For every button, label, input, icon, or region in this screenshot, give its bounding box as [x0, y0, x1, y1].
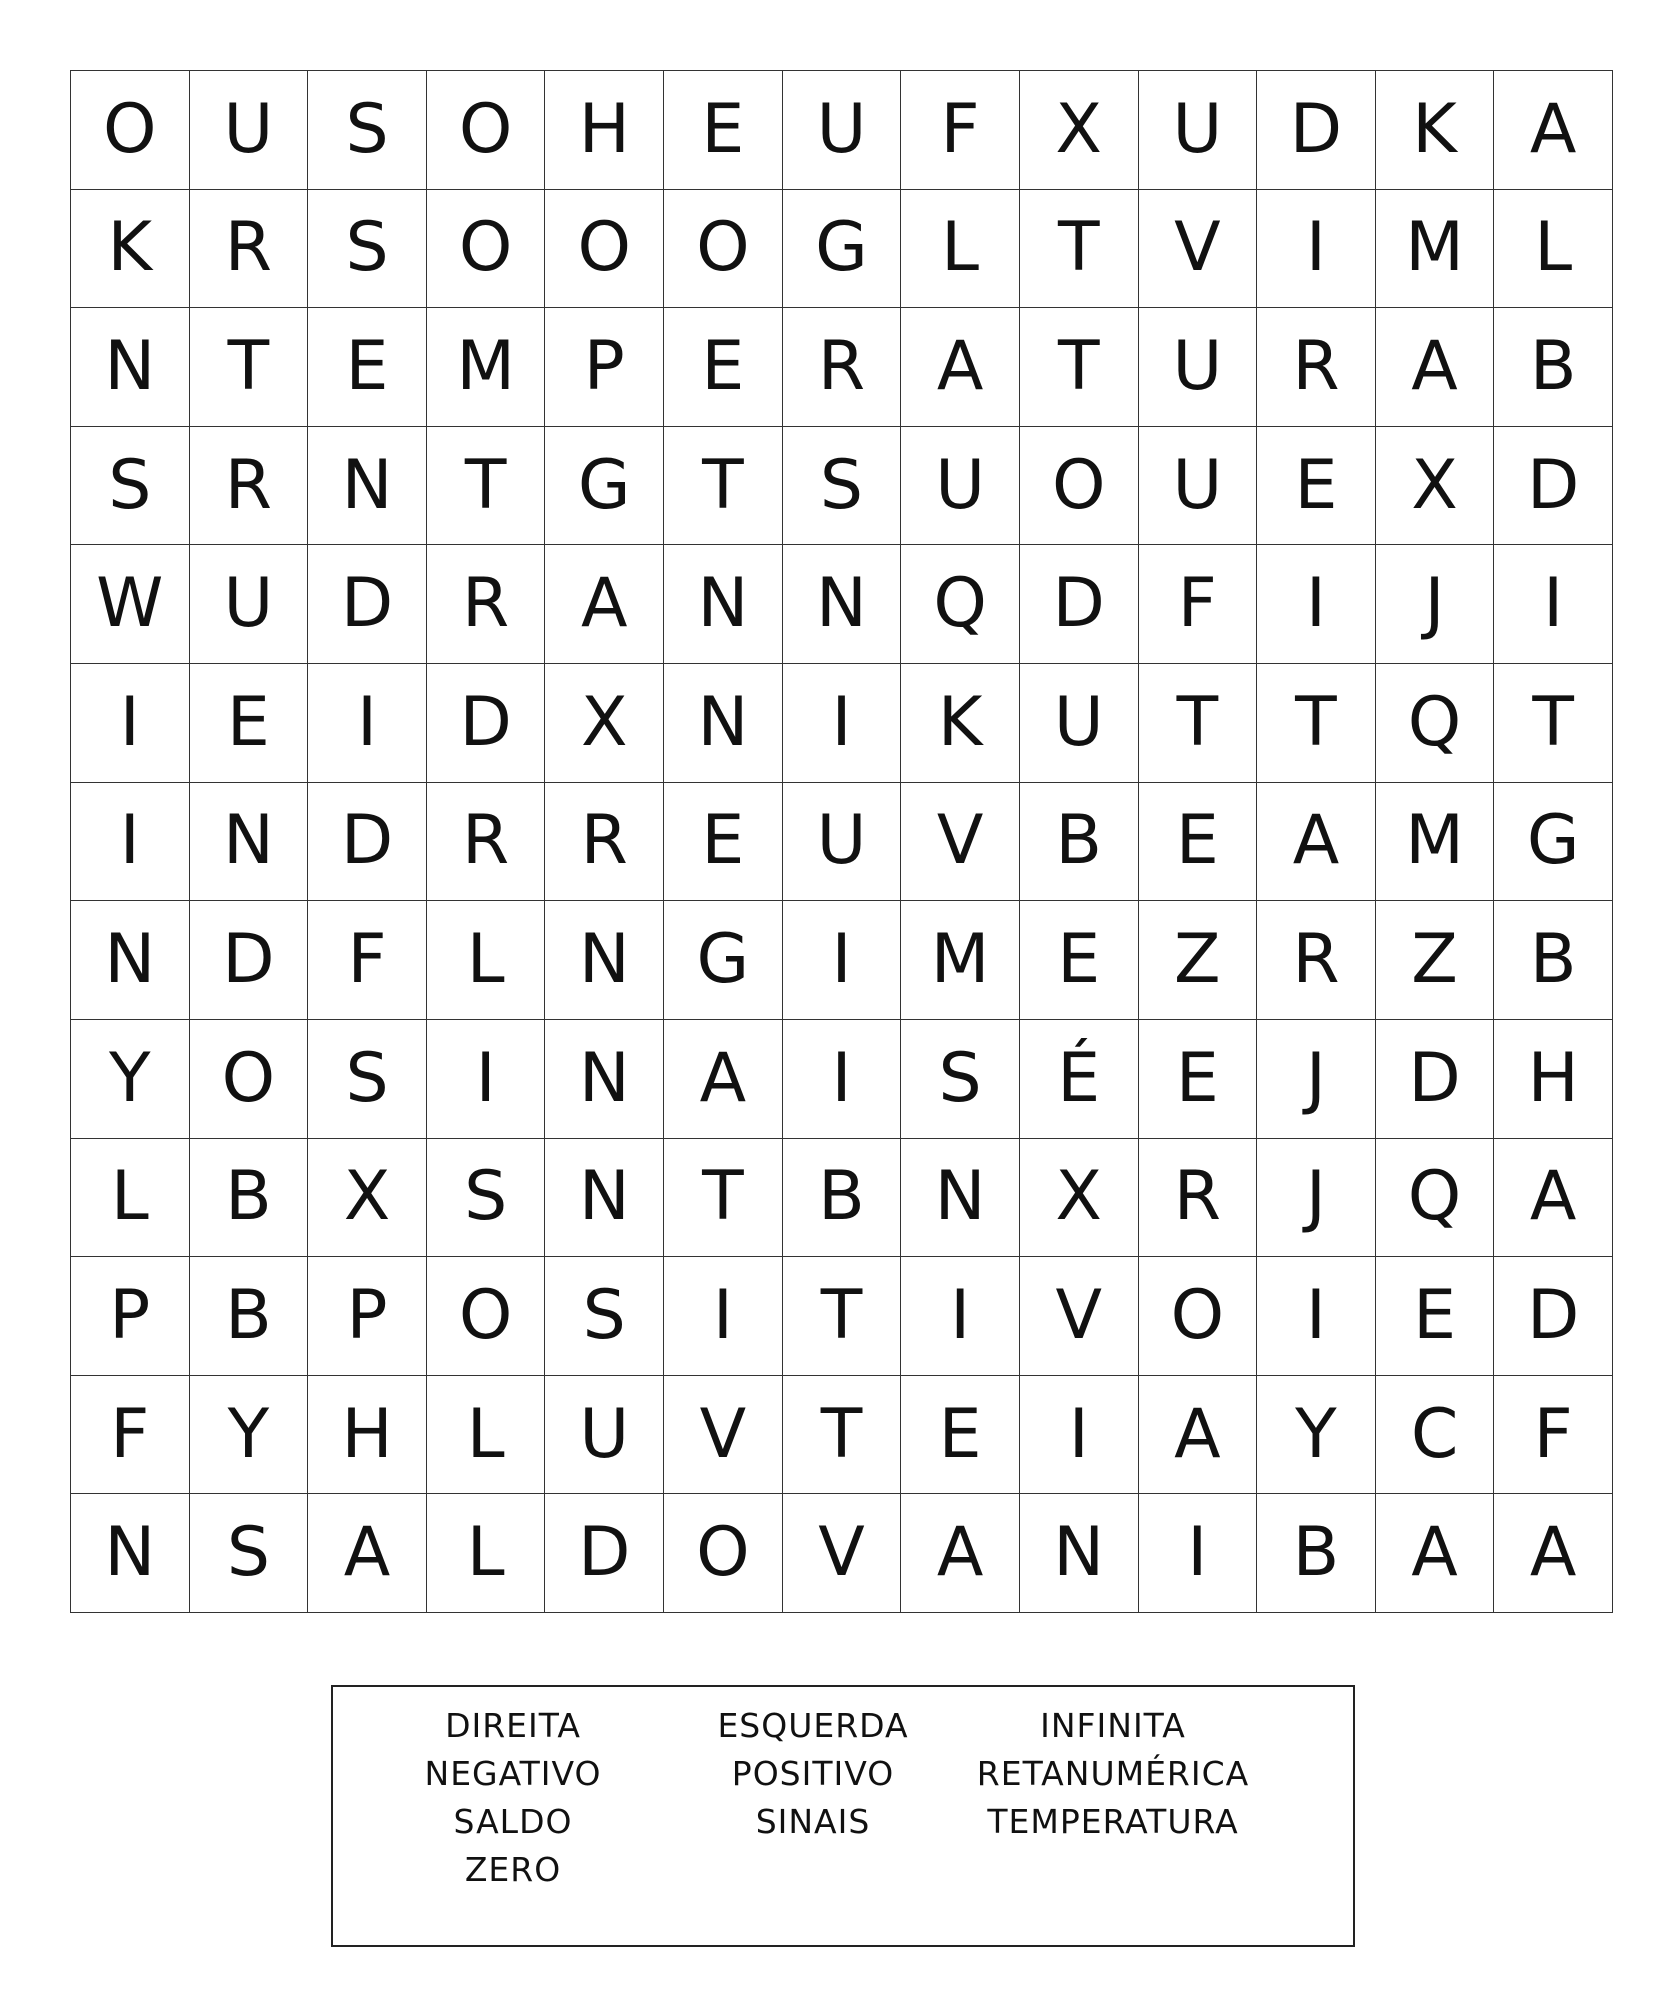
grid-cell[interactable]: F: [71, 1376, 190, 1495]
grid-cell[interactable]: N: [71, 1494, 190, 1613]
grid-cell[interactable]: I: [783, 1020, 902, 1139]
grid-cell[interactable]: T: [1020, 190, 1139, 309]
grid-cell[interactable]: D: [308, 545, 427, 664]
grid-cell[interactable]: W: [71, 545, 190, 664]
grid-cell[interactable]: K: [71, 190, 190, 309]
grid-cell[interactable]: T: [664, 427, 783, 546]
word-list-item: ESQUERDA: [717, 1706, 909, 1745]
grid-cell[interactable]: O: [664, 1494, 783, 1613]
grid-cell[interactable]: Z: [1139, 901, 1258, 1020]
grid-cell[interactable]: N: [664, 664, 783, 783]
grid-cell[interactable]: X: [1020, 1139, 1139, 1258]
grid-cell[interactable]: D: [190, 901, 309, 1020]
grid-cell[interactable]: T: [1020, 308, 1139, 427]
grid-cell[interactable]: O: [545, 190, 664, 309]
grid-cell[interactable]: Y: [71, 1020, 190, 1139]
word-list-box: [331, 1685, 1355, 1947]
grid-cell[interactable]: R: [190, 190, 309, 309]
grid-cell[interactable]: V: [901, 783, 1020, 902]
grid-cell[interactable]: N: [901, 1139, 1020, 1258]
grid-cell[interactable]: G: [1494, 783, 1613, 902]
grid-cell[interactable]: F: [308, 901, 427, 1020]
grid-cell[interactable]: X: [1020, 71, 1139, 190]
grid-cell[interactable]: I: [1494, 545, 1613, 664]
grid-cell[interactable]: O: [190, 1020, 309, 1139]
grid-cell[interactable]: U: [901, 427, 1020, 546]
grid-cell[interactable]: A: [308, 1494, 427, 1613]
grid-cell[interactable]: T: [1139, 664, 1258, 783]
grid-cell[interactable]: N: [783, 545, 902, 664]
grid-cell[interactable]: E: [1376, 1257, 1495, 1376]
word-list-item: INFINITA: [1040, 1706, 1186, 1745]
grid-cell[interactable]: N: [545, 1020, 664, 1139]
grid-cell[interactable]: H: [308, 1376, 427, 1495]
grid-cell[interactable]: X: [1376, 427, 1495, 546]
grid-cell[interactable]: G: [545, 427, 664, 546]
grid-cell[interactable]: B: [1257, 1494, 1376, 1613]
word-list-item: DIREITA: [445, 1706, 581, 1745]
grid-cell[interactable]: V: [1020, 1257, 1139, 1376]
grid-cell[interactable]: E: [901, 1376, 1020, 1495]
grid-cell[interactable]: U: [1139, 427, 1258, 546]
grid-cell[interactable]: O: [427, 71, 546, 190]
grid-cell[interactable]: O: [1020, 427, 1139, 546]
grid-cell[interactable]: I: [71, 664, 190, 783]
grid-cell[interactable]: O: [71, 71, 190, 190]
grid-cell[interactable]: K: [1376, 71, 1495, 190]
grid-cell[interactable]: F: [901, 71, 1020, 190]
grid-cell[interactable]: R: [783, 308, 902, 427]
grid-cell[interactable]: A: [1376, 308, 1495, 427]
grid-cell[interactable]: A: [664, 1020, 783, 1139]
word-list-item: TEMPERATURA: [987, 1802, 1239, 1841]
grid-cell[interactable]: E: [1139, 783, 1258, 902]
grid-cell[interactable]: Q: [1376, 664, 1495, 783]
grid-cell[interactable]: I: [901, 1257, 1020, 1376]
grid-cell[interactable]: B: [783, 1139, 902, 1258]
grid-cell[interactable]: U: [783, 71, 902, 190]
grid-cell[interactable]: E: [1139, 1020, 1258, 1139]
grid-cell[interactable]: A: [901, 308, 1020, 427]
grid-cell[interactable]: T: [427, 427, 546, 546]
grid-cell[interactable]: E: [1257, 427, 1376, 546]
grid-cell[interactable]: V: [1139, 190, 1258, 309]
grid-cell[interactable]: I: [1257, 545, 1376, 664]
grid-cell[interactable]: I: [783, 664, 902, 783]
grid-cell[interactable]: N: [1020, 1494, 1139, 1613]
grid-cell[interactable]: P: [308, 1257, 427, 1376]
grid-cell[interactable]: S: [545, 1257, 664, 1376]
grid-cell[interactable]: T: [783, 1376, 902, 1495]
grid-cell[interactable]: M: [901, 901, 1020, 1020]
grid-cell[interactable]: D: [545, 1494, 664, 1613]
grid-cell[interactable]: S: [901, 1020, 1020, 1139]
grid-cell[interactable]: O: [427, 1257, 546, 1376]
grid-cell[interactable]: L: [71, 1139, 190, 1258]
grid-cell[interactable]: O: [664, 190, 783, 309]
grid-cell[interactable]: M: [427, 308, 546, 427]
word-list-item: POSITIVO: [731, 1754, 895, 1793]
grid-cell[interactable]: U: [190, 545, 309, 664]
grid-cell[interactable]: A: [1257, 783, 1376, 902]
grid-cell[interactable]: N: [71, 901, 190, 1020]
grid-cell[interactable]: R: [1257, 308, 1376, 427]
grid-cell[interactable]: S: [308, 190, 427, 309]
grid-cell[interactable]: B: [1020, 783, 1139, 902]
grid-cell[interactable]: Y: [190, 1376, 309, 1495]
grid-cell[interactable]: L: [901, 190, 1020, 309]
grid-cell[interactable]: N: [664, 545, 783, 664]
grid-cell[interactable]: A: [1376, 1494, 1495, 1613]
grid-cell[interactable]: M: [1376, 783, 1495, 902]
grid-cell[interactable]: E: [1020, 901, 1139, 1020]
grid-cell[interactable]: A: [1139, 1376, 1258, 1495]
grid-cell[interactable]: F: [1139, 545, 1258, 664]
grid-cell[interactable]: C: [1376, 1376, 1495, 1495]
grid-cell[interactable]: I: [783, 901, 902, 1020]
grid-cell[interactable]: R: [190, 427, 309, 546]
grid-cell[interactable]: T: [1257, 664, 1376, 783]
grid-cell[interactable]: U: [1139, 308, 1258, 427]
grid-cell[interactable]: I: [427, 1020, 546, 1139]
grid-cell[interactable]: D: [308, 783, 427, 902]
grid-cell[interactable]: S: [308, 71, 427, 190]
grid-cell[interactable]: R: [1257, 901, 1376, 1020]
grid-cell[interactable]: F: [1494, 1376, 1613, 1495]
grid-cell[interactable]: X: [545, 664, 664, 783]
grid-cell[interactable]: R: [427, 545, 546, 664]
grid-cell[interactable]: I: [71, 783, 190, 902]
grid-cell[interactable]: S: [427, 1139, 546, 1258]
word-list-item: RETANUMÉRICA: [976, 1754, 1250, 1793]
grid-cell[interactable]: A: [901, 1494, 1020, 1613]
grid-cell[interactable]: N: [545, 1139, 664, 1258]
grid-cell[interactable]: J: [1257, 1020, 1376, 1139]
grid-cell[interactable]: P: [545, 308, 664, 427]
grid-cell[interactable]: B: [1494, 901, 1613, 1020]
grid-cell[interactable]: D: [1376, 1020, 1495, 1139]
grid-cell[interactable]: U: [190, 71, 309, 190]
grid-cell[interactable]: I: [1139, 1494, 1258, 1613]
grid-cell[interactable]: B: [1494, 308, 1613, 427]
grid-cell[interactable]: N: [190, 783, 309, 902]
grid-cell[interactable]: D: [1257, 71, 1376, 190]
grid-cell[interactable]: L: [427, 1376, 546, 1495]
grid-cell[interactable]: L: [427, 1494, 546, 1613]
grid-cell[interactable]: G: [783, 190, 902, 309]
grid-cell[interactable]: I: [1257, 1257, 1376, 1376]
word-list-item: SINAIS: [755, 1802, 871, 1841]
grid-cell[interactable]: I: [1257, 190, 1376, 309]
letter-grid: [70, 70, 1613, 1613]
grid-cell[interactable]: T: [783, 1257, 902, 1376]
grid-cell[interactable]: G: [664, 901, 783, 1020]
grid-cell[interactable]: A: [1494, 71, 1613, 190]
grid-cell[interactable]: Y: [1257, 1376, 1376, 1495]
grid-cell[interactable]: I: [664, 1257, 783, 1376]
grid-cell[interactable]: N: [545, 901, 664, 1020]
grid-cell[interactable]: U: [545, 1376, 664, 1495]
grid-cell[interactable]: H: [1494, 1020, 1613, 1139]
grid-cell[interactable]: P: [71, 1257, 190, 1376]
grid-cell[interactable]: Z: [1376, 901, 1495, 1020]
grid-cell[interactable]: L: [1494, 190, 1613, 309]
grid-cell[interactable]: V: [783, 1494, 902, 1613]
grid-cell[interactable]: S: [783, 427, 902, 546]
grid-cell[interactable]: E: [664, 783, 783, 902]
grid-cell[interactable]: D: [1494, 427, 1613, 546]
grid-cell[interactable]: E: [308, 308, 427, 427]
word-list-item: ZERO: [464, 1850, 562, 1889]
grid-cell[interactable]: M: [1376, 190, 1495, 309]
grid-cell[interactable]: B: [190, 1139, 309, 1258]
grid-cell[interactable]: L: [427, 901, 546, 1020]
grid-cell[interactable]: U: [1020, 664, 1139, 783]
grid-cell[interactable]: T: [190, 308, 309, 427]
grid-cell[interactable]: S: [308, 1020, 427, 1139]
grid-cell[interactable]: B: [190, 1257, 309, 1376]
grid-cell[interactable]: S: [71, 427, 190, 546]
grid-cell[interactable]: O: [1139, 1257, 1258, 1376]
grid-cell[interactable]: O: [427, 190, 546, 309]
grid-cell[interactable]: Q: [901, 545, 1020, 664]
grid-cell[interactable]: J: [1376, 545, 1495, 664]
grid-cell[interactable]: I: [308, 664, 427, 783]
grid-cell[interactable]: D: [1494, 1257, 1613, 1376]
grid-cell[interactable]: N: [71, 308, 190, 427]
grid-cell[interactable]: S: [190, 1494, 309, 1613]
grid-cell[interactable]: U: [1139, 71, 1258, 190]
grid-cell[interactable]: N: [308, 427, 427, 546]
word-list-item: SALDO: [453, 1802, 573, 1841]
grid-cell[interactable]: V: [664, 1376, 783, 1495]
grid-cell[interactable]: A: [1494, 1139, 1613, 1258]
grid-cell[interactable]: A: [545, 545, 664, 664]
grid-cell[interactable]: E: [664, 71, 783, 190]
grid-cell[interactable]: T: [664, 1139, 783, 1258]
grid-cell[interactable]: T: [1494, 664, 1613, 783]
grid-cell[interactable]: D: [427, 664, 546, 783]
grid-cell[interactable]: J: [1257, 1139, 1376, 1258]
grid-cell[interactable]: U: [783, 783, 902, 902]
grid-cell[interactable]: X: [308, 1139, 427, 1258]
grid-cell[interactable]: I: [1020, 1376, 1139, 1495]
grid-cell[interactable]: É: [1020, 1020, 1139, 1139]
grid-cell[interactable]: E: [664, 308, 783, 427]
grid-cell[interactable]: R: [545, 783, 664, 902]
grid-cell[interactable]: R: [427, 783, 546, 902]
grid-cell[interactable]: K: [901, 664, 1020, 783]
grid-cell[interactable]: H: [545, 71, 664, 190]
grid-cell[interactable]: A: [1494, 1494, 1613, 1613]
word-list-item: NEGATIVO: [424, 1754, 602, 1793]
grid-cell[interactable]: R: [1139, 1139, 1258, 1258]
grid-cell[interactable]: E: [190, 664, 309, 783]
grid-cell[interactable]: Q: [1376, 1139, 1495, 1258]
grid-cell[interactable]: D: [1020, 545, 1139, 664]
